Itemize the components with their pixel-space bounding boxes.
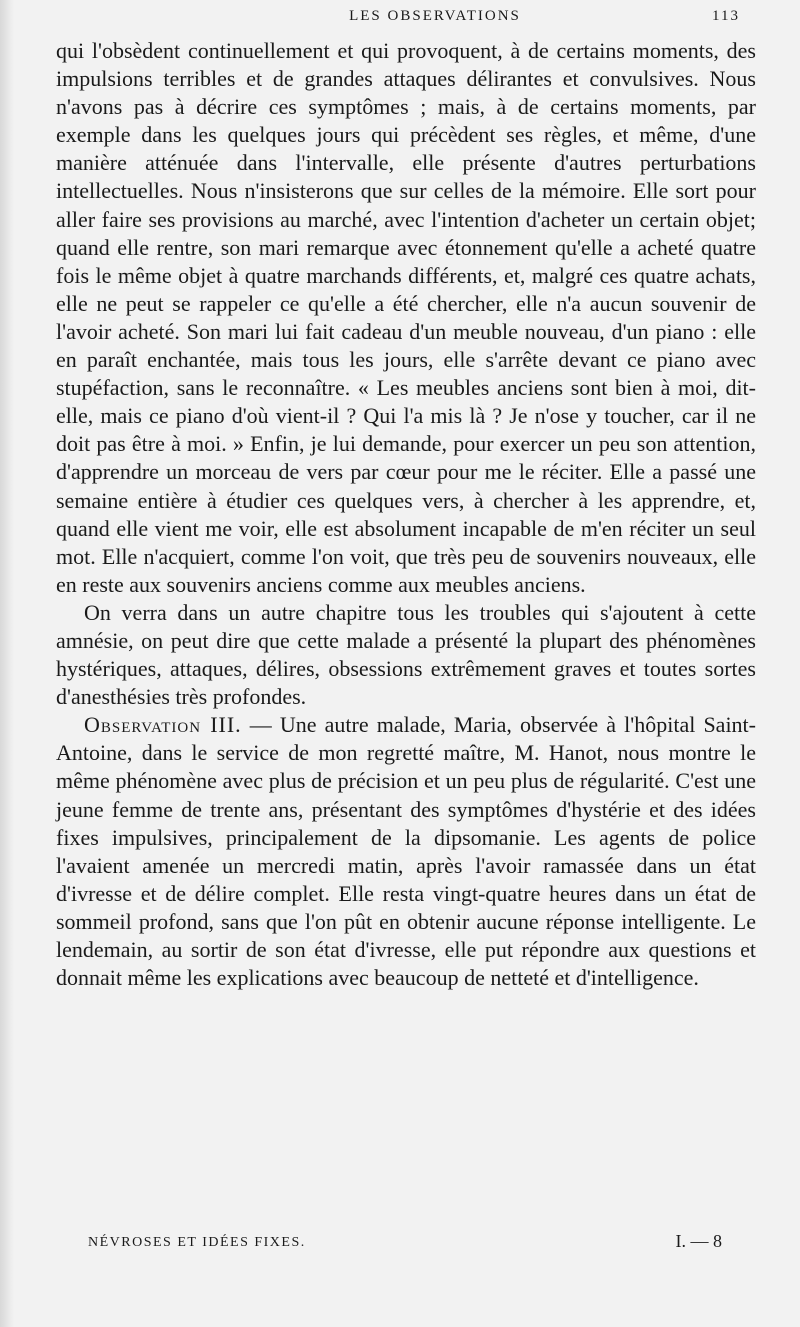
running-head-title: LES OBSERVATIONS (349, 8, 521, 24)
body-text (56, 37, 756, 992)
page-edge-shadow (0, 0, 14, 1327)
paragraph-continued: qui l'obsèdent continuellement et qui provoquent, à de certains moments, des impulsions terribles et de grandes attaques délirantes et convulsives. Nous n'avons pas à décrire ces symptômes ; mais, à de certains moments, par exemple dans les quelques jours qui précèdent ses règles, et même, d'une manière atténuée dans l'intervalle, elle présente d'autres perturbations intellectuelles. Nous n'insisterons que sur celles de la mémoire. Elle sort pour aller faire ses provisions au marché, avec l'intention d'acheter un certain objet; quand elle rentre, son mari remarque avec étonnement qu'elle a acheté quatre fois le même objet à quatre marchands différents, et, malgré ces quatre achats, elle ne peut se rappeler ce qu'elle a été chercher, elle n'a aucun souvenir de l'avoir acheté. Son mari lui fait cadeau d'un meuble nouveau, d'un piano : elle en paraît enchantée, mais tous les jours, elle s'arrête devant ce piano avec stupéfaction, sans le reconnaître. « Les meubles anciens sont bien à moi, dit-elle, mais ce piano d'où vient-il ? Qui l'a mis là ? Je n'ose y toucher, car il ne doit pas être à moi. » Enfin, je lui demande, pour exercer un peu son attention, d'apprendre un morceau de vers par cœur pour me le réciter. Elle a passé une semaine entière à étudier ces quelques vers, à chercher à les apprendre, et, quand elle vient me voir, elle est absolument incapable de m'en réciter un seul mot. Elle n'acquiert, comme l'on voit, que très peu de souvenirs nouveaux, elle en reste aux souvenirs anciens comme aux meubles anciens. (56, 38, 756, 597)
page-footer (88, 1231, 722, 1255)
signature-mark: I. — 8 (675, 1231, 722, 1251)
observation-text: — Une autre malade, Maria, observée à l'hôpital Saint-Antoine, dans le service de mon regretté maître, M. Hanot, nous montre le même phénomène avec plus de précision et un peu plus de régularité. C'est une jeune femme de trente ans, présentant des symptômes d'hystérie et des idées fixes impulsives, principalement de la dipsomanie. Les agents de police l'avaient amenée un mercredi matin, après l'avoir ramassée dans un état d'ivresse et de délire complet. Elle resta vingt-quatre heures dans un état de sommeil profond, sans que l'on pût en obtenir aucune réponse intelligente. Le lendemain, au sortir de son état d'ivresse, elle put répondre aux questions et donnait même les explications avec beaucoup de netteté et d'intelligence. (56, 712, 757, 991)
paragraph-chapter-reference: On verra dans un autre chapitre tous les troubles qui s'ajoutent à cette amnésie, on peut dire que cette malade a présenté la plupart des phénomènes hystériques, attaques, délires, obsessions extrêmement graves et toutes sortes d'anesthésies très profondes. (56, 599, 756, 710)
signature-line: NÉVROSES ET IDÉES FIXES. (88, 1235, 306, 1250)
running-head (130, 8, 740, 32)
paragraph-observation-3 (56, 711, 756, 992)
observation-label: Observation III. (84, 712, 242, 738)
page-number: 113 (712, 8, 740, 24)
